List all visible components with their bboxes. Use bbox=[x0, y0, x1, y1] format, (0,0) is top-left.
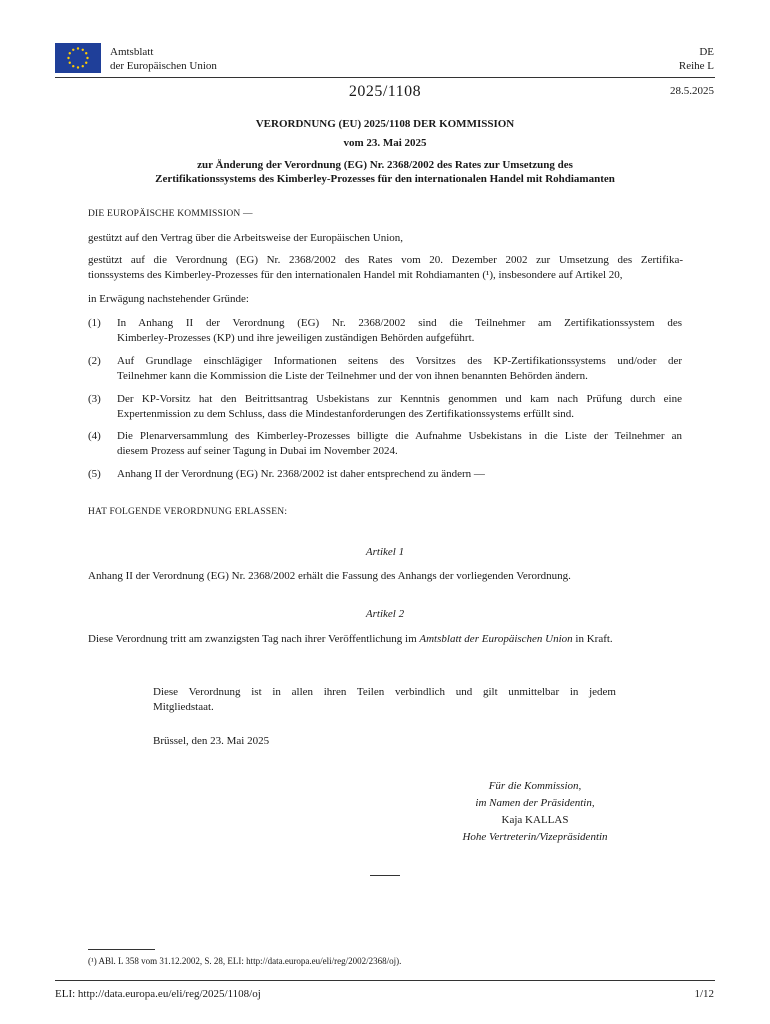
flag-star-icon bbox=[82, 65, 84, 67]
recital-text: Die Plenarversammlung des Kimberley-Prozesses billigte die Aufnahme Usbekistans in die Liste der Teilnehmer an diesem Prozess auf seiner Tagung in Dubai im November 2024. bbox=[117, 430, 682, 457]
recital-number: (5) bbox=[88, 468, 101, 480]
header-rule bbox=[55, 77, 715, 78]
flag-star-icon bbox=[69, 52, 71, 54]
paragraph-basis: gestützt auf die Verordnung (EG) Nr. 2368/2002 des Rates vom 20. Dezember 2002 zur Umsetzung des Zertifika- tionssystems des Kimberley-Prozesses für den internationalen Handel mit Rohdiamanten (¹), insbesondere auf Artikel 20, bbox=[88, 254, 683, 281]
article-1-title: Artikel 1 bbox=[365, 546, 405, 558]
flag-star-icon bbox=[82, 49, 84, 51]
page-number: 1/12 bbox=[694, 988, 714, 1000]
flag-star-icon bbox=[77, 66, 79, 68]
flag-star-icon bbox=[85, 52, 87, 54]
flag-star-icon bbox=[72, 49, 74, 51]
regulation-title: VERORDNUNG (EU) 2025/1108 DER KOMMISSION vom 23. Mai 2025 bbox=[255, 118, 515, 149]
footnote-rule bbox=[88, 949, 155, 950]
flag-star-icon bbox=[72, 65, 74, 67]
flag-star-icon bbox=[67, 57, 69, 59]
regulation-subject: zur Änderung der Verordnung (EG) Nr. 2368/2002 des Rates zur Umsetzung des Zertifikationssystems des Kimberley-Prozesses für den internationalen Handel mit Rohdiamanten bbox=[155, 159, 615, 185]
recital-number: (2) bbox=[88, 355, 101, 367]
footer-rule bbox=[55, 980, 715, 981]
adopted-heading: HAT FOLGENDE VERORDNUNG ERLASSEN: bbox=[88, 507, 288, 517]
recital-text: In Anhang II der Verordnung (EG) Nr. 2368/2002 sind die Teilnehmer am Zertifikationssystem des Kimberley-Prozesses (KP) und ihre jeweiligen zuständigen Behörden aufgeführt. bbox=[117, 317, 682, 344]
footnote-1: (¹) ABl. L 358 vom 31.12.2002, S. 28, ELI: http://data.europa.eu/eli/reg/2002/2368/oj). bbox=[88, 956, 402, 966]
flag-star-icon bbox=[69, 62, 71, 64]
article-2-text: Diese Verordnung tritt am zwanzigsten Tag nach ihrer Veröffentlichung im Amtsblatt der Europäischen Union in Kraft. bbox=[88, 633, 613, 645]
paragraph-recitals-intro: in Erwägung nachstehender Gründe: bbox=[88, 293, 249, 305]
paragraph-treaty: gestützt auf den Vertrag über die Arbeitsweise der Europäischen Union, bbox=[88, 232, 404, 244]
article-2-title: Artikel 2 bbox=[365, 608, 405, 620]
intro-commission: DIE EUROPÄISCHE KOMMISSION — bbox=[88, 209, 253, 219]
eli-link[interactable]: ELI: http://data.europa.eu/eli/reg/2025/1108/oj bbox=[55, 988, 261, 1000]
eu-flag-logo bbox=[55, 43, 101, 73]
recital-number: (4) bbox=[88, 430, 101, 442]
place-and-date: Brüssel, den 23. Mai 2025 bbox=[153, 735, 270, 747]
flag-star-icon bbox=[77, 47, 79, 49]
signature-block: Für die Kommission, im Namen der Präsidentin, Kaja KALLAS Hohe Vertreterin/Vizepräsidentin bbox=[462, 780, 608, 843]
recital-text: Der KP-Vorsitz hat den Beitrittsantrag Usbekistans zur Kenntnis genommen und kam nach Prüfung durch eine Expertenmission zu dem Schluss, dass die Mindestanforderungen des Zertifikationssystems erfüllt sind. bbox=[117, 393, 682, 420]
flag-star-icon bbox=[86, 57, 88, 59]
recital-text: Anhang II der Verordnung (EG) Nr. 2368/2002 ist daher entsprechend zu ändern — bbox=[117, 468, 485, 480]
article-1-text: Anhang II der Verordnung (EG) Nr. 2368/2002 erhält die Fassung des Anhangs der vorliegenden Verordnung. bbox=[88, 570, 571, 582]
end-rule bbox=[370, 875, 400, 876]
flag-star-icon bbox=[85, 62, 87, 64]
publication-name: Amtsblatt der Europäischen Union bbox=[110, 46, 217, 72]
publication-date: 28.5.2025 bbox=[670, 85, 714, 97]
recital-number: (3) bbox=[88, 393, 101, 405]
binding-clause: Diese Verordnung ist in allen ihren Teilen verbindlich und gilt unmittelbar in jedem Mitgliedstaat. bbox=[153, 686, 616, 713]
recital-text: Auf Grundlage einschlägiger Informationen seitens des Vorsitzes des KP-Zertifikationssystems und/oder der Teilnehmer kann die Kommission die Liste der Teilnehmer und der von ihnen benannten Behörden ändern. bbox=[117, 355, 682, 382]
series-info: DE Reihe L bbox=[678, 46, 714, 72]
document-number: 2025/1108 bbox=[348, 83, 422, 100]
recital-number: (1) bbox=[88, 317, 101, 329]
